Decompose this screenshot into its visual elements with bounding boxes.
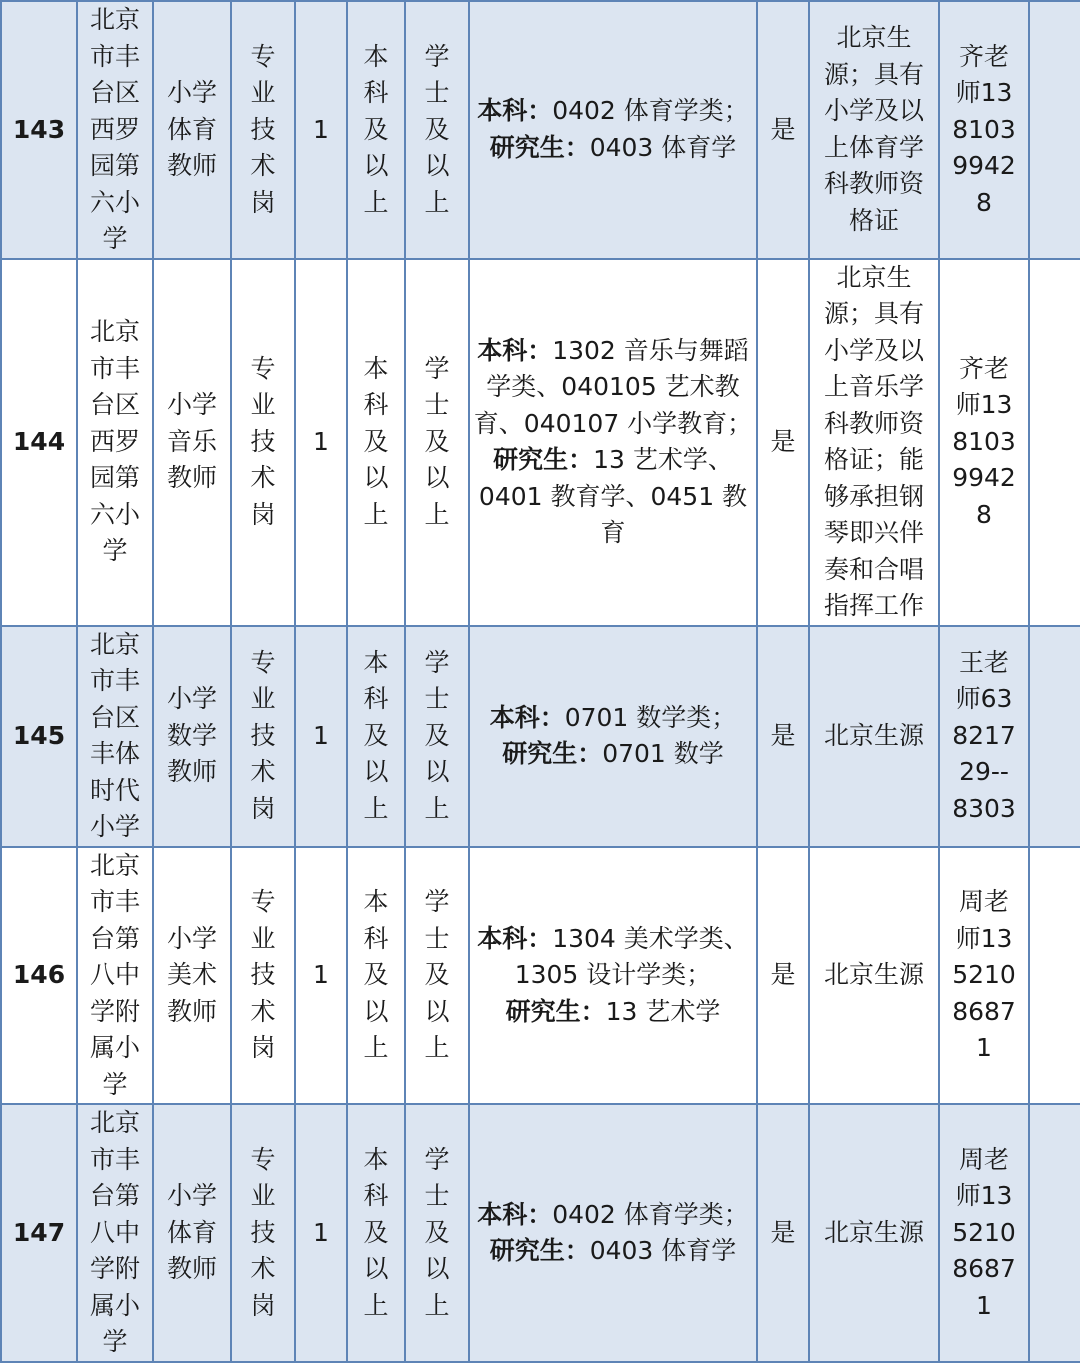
table-row	[1, 626, 1080, 847]
education-cell	[347, 1, 405, 259]
undergrad-majors: 0402 体育学类；	[552, 1199, 749, 1229]
requirement-cell	[809, 259, 939, 626]
contact-cell	[939, 1104, 1029, 1362]
degree-cell	[405, 626, 469, 847]
other-requirements: 北京生源；具有小学及以上体育学科教师资格证	[823, 23, 924, 235]
position-cell	[153, 259, 231, 626]
education-cell	[347, 259, 405, 626]
position-cell	[153, 626, 231, 847]
empty-cell	[1029, 847, 1080, 1105]
education-requirement: 本科及以上	[363, 41, 389, 217]
headcount: 1	[295, 1, 347, 259]
row-number: 144	[1, 259, 77, 626]
postgrad-label: 研究生：	[489, 1236, 590, 1265]
contact-info: 齐老师13810399428	[952, 41, 1016, 217]
yes-flag: 是	[757, 1104, 809, 1362]
requirement-cell	[809, 847, 939, 1105]
category-cell	[231, 847, 295, 1105]
table-row	[1, 259, 1080, 626]
postgrad-label: 研究生：	[493, 445, 594, 474]
degree-requirement: 学士及以上	[424, 887, 450, 1062]
education-requirement: 本科及以上	[363, 647, 389, 823]
contact-info: 周老师13521086871	[952, 887, 1016, 1062]
undergrad-label: 本科：	[489, 702, 565, 732]
contact-info: 周老师13521086871	[952, 1144, 1016, 1320]
empty-cell	[1029, 259, 1080, 626]
education-cell	[347, 1104, 405, 1362]
education-requirement: 本科及以上	[363, 1144, 389, 1320]
school-name: 北京市丰台第八中学附属小学	[89, 1108, 140, 1357]
headcount: 1	[295, 626, 347, 847]
position-cell	[153, 1, 231, 259]
position-name: 小学美术教师	[166, 923, 217, 1026]
row-number: 143	[1, 1, 77, 259]
row-number: 147	[1, 1104, 77, 1362]
undergrad-label: 本科：	[477, 1199, 553, 1229]
position-category: 专业技术岗	[250, 1144, 276, 1320]
contact-cell	[939, 847, 1029, 1105]
postgrad-majors: 13 艺术学	[605, 996, 721, 1026]
requirement-cell	[809, 1, 939, 259]
major-cell	[469, 1104, 757, 1362]
degree-requirement: 学士及以上	[424, 41, 450, 217]
table-row	[1, 1104, 1080, 1362]
table-row	[1, 1, 1080, 259]
requirement-cell	[809, 626, 939, 847]
degree-requirement: 学士及以上	[424, 1144, 450, 1320]
yes-flag: 是	[757, 626, 809, 847]
category-cell	[231, 1104, 295, 1362]
postgrad-label: 研究生：	[502, 739, 603, 768]
postgrad-majors: 0403 体育学	[589, 132, 737, 162]
contact-cell	[939, 1, 1029, 259]
position-category: 专业技术岗	[250, 647, 276, 823]
school-name-cell	[77, 626, 153, 847]
undergrad-label: 本科：	[477, 923, 553, 953]
other-requirements: 北京生源	[823, 1217, 924, 1247]
empty-cell	[1029, 1104, 1080, 1362]
school-name-cell	[77, 259, 153, 626]
school-name: 北京市丰台区西罗园第六小学	[89, 317, 140, 566]
category-cell	[231, 1, 295, 259]
position-name: 小学体育教师	[166, 78, 217, 180]
undergrad-majors: 1304 美术学类、1305 设计学类；	[514, 923, 749, 989]
row-number: 146	[1, 847, 77, 1105]
postgrad-majors: 0403 体育学	[589, 1236, 737, 1265]
degree-cell	[405, 847, 469, 1105]
table-row	[1, 847, 1080, 1105]
school-name: 北京市丰台区西罗园第六小学	[89, 5, 140, 253]
undergrad-majors: 1302 音乐与舞蹈学类、040105 艺术教育、040107 小学教育；	[473, 335, 753, 438]
contact-cell	[939, 259, 1029, 626]
major-cell	[469, 259, 757, 626]
position-category: 专业技术岗	[250, 887, 276, 1062]
education-cell	[347, 626, 405, 847]
postgrad-label: 研究生：	[489, 132, 590, 162]
position-cell	[153, 1104, 231, 1362]
other-requirements: 北京生源；具有小学及以上音乐学科教师资格证；能够承担钢琴即兴伴奏和合唱指挥工作	[823, 262, 924, 620]
degree-requirement: 学士及以上	[424, 647, 450, 823]
contact-cell	[939, 626, 1029, 847]
headcount: 1	[295, 847, 347, 1105]
position-name: 小学数学教师	[166, 684, 217, 787]
school-name: 北京市丰台第八中学附属小学	[89, 850, 140, 1099]
headcount: 1	[295, 1104, 347, 1362]
postgrad-majors: 0701 数学	[602, 739, 724, 768]
position-category: 专业技术岗	[250, 41, 276, 217]
major-cell	[469, 847, 757, 1105]
headcount: 1	[295, 259, 347, 626]
school-name-cell	[77, 1104, 153, 1362]
yes-flag: 是	[757, 847, 809, 1105]
position-name: 小学体育教师	[166, 1181, 217, 1284]
major-cell	[469, 626, 757, 847]
other-requirements: 北京生源	[823, 960, 924, 989]
undergrad-label: 本科：	[477, 96, 553, 126]
education-requirement: 本科及以上	[363, 887, 389, 1062]
empty-cell	[1029, 626, 1080, 847]
degree-cell	[405, 1104, 469, 1362]
education-cell	[347, 847, 405, 1105]
school-name-cell	[77, 1, 153, 259]
category-cell	[231, 259, 295, 626]
degree-cell	[405, 259, 469, 626]
education-requirement: 本科及以上	[363, 353, 389, 529]
position-category: 专业技术岗	[250, 353, 276, 529]
row-number: 145	[1, 626, 77, 847]
yes-flag: 是	[757, 1, 809, 259]
school-name: 北京市丰台区丰体时代小学	[89, 629, 140, 841]
postgrad-majors: 13 艺术学、0401 教育学、0451 教育	[478, 445, 748, 547]
undergrad-majors: 0701 数学类；	[564, 702, 737, 732]
major-cell	[469, 1, 757, 259]
contact-info: 王老师63821729--8303	[952, 647, 1016, 823]
degree-cell	[405, 1, 469, 259]
other-requirements: 北京生源	[823, 720, 924, 750]
category-cell	[231, 626, 295, 847]
undergrad-majors: 0402 体育学类；	[552, 96, 749, 126]
postgrad-label: 研究生：	[505, 996, 606, 1026]
yes-flag: 是	[757, 259, 809, 626]
undergrad-label: 本科：	[477, 335, 553, 365]
school-name-cell	[77, 847, 153, 1105]
empty-cell	[1029, 1, 1080, 259]
position-cell	[153, 847, 231, 1105]
position-name: 小学音乐教师	[166, 390, 217, 493]
requirement-cell	[809, 1104, 939, 1362]
degree-requirement: 学士及以上	[424, 353, 450, 529]
contact-info: 齐老师13810399428	[952, 353, 1016, 529]
